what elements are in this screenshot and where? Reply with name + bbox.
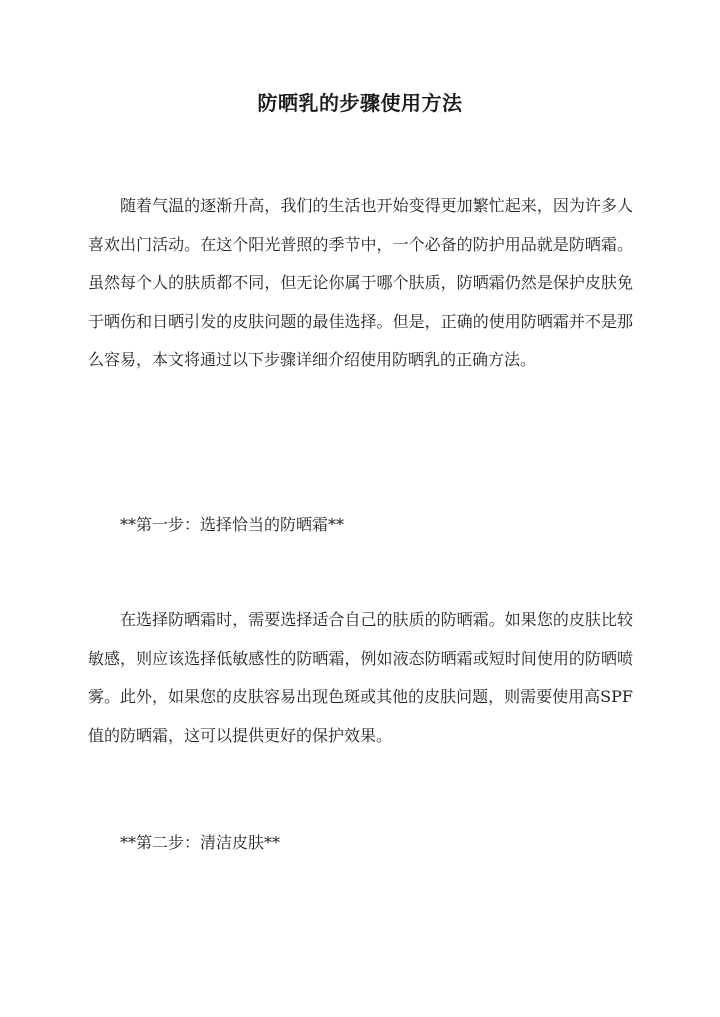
step1-heading: **第一步：选择恰当的防晒霜**	[120, 515, 345, 534]
step1-paragraph: 在选择防晒霜时，需要选择适合自己的肤质的防晒霜。如果您的皮肤比较敏感，则应该选择低敏感性的防晒霜，例如液态防晒霜或短时间使用的防晒喷雾。此外，如果您的皮肤容易出现色斑或其他的皮肤问题，则需要使用高SPF值的防晒霜，这可以提供更好的保护效果。	[88, 610, 633, 745]
step2-heading: **第二步：清洁皮肤**	[120, 833, 281, 852]
intro-paragraph: 随着气温的逐渐升高，我们的生活也开始变得更加繁忙起来，因为许多人喜欢出门活动。在这个阳光普照的季节中，一个必备的防护用品就是防晒霜。虽然每个人的肤质都不同，但无论你属于哪个肤质，防晒霜仍然是保护皮肤免于晒伤和日晒引发的皮肤问题的最佳选择。但是，正确的使用防晒霜并不是那么容易，本文将通过以下步骤详细介绍使用防晒乳的正确方法。	[88, 196, 633, 369]
document-title: 防晒乳的步骤使用方法	[257, 91, 463, 115]
